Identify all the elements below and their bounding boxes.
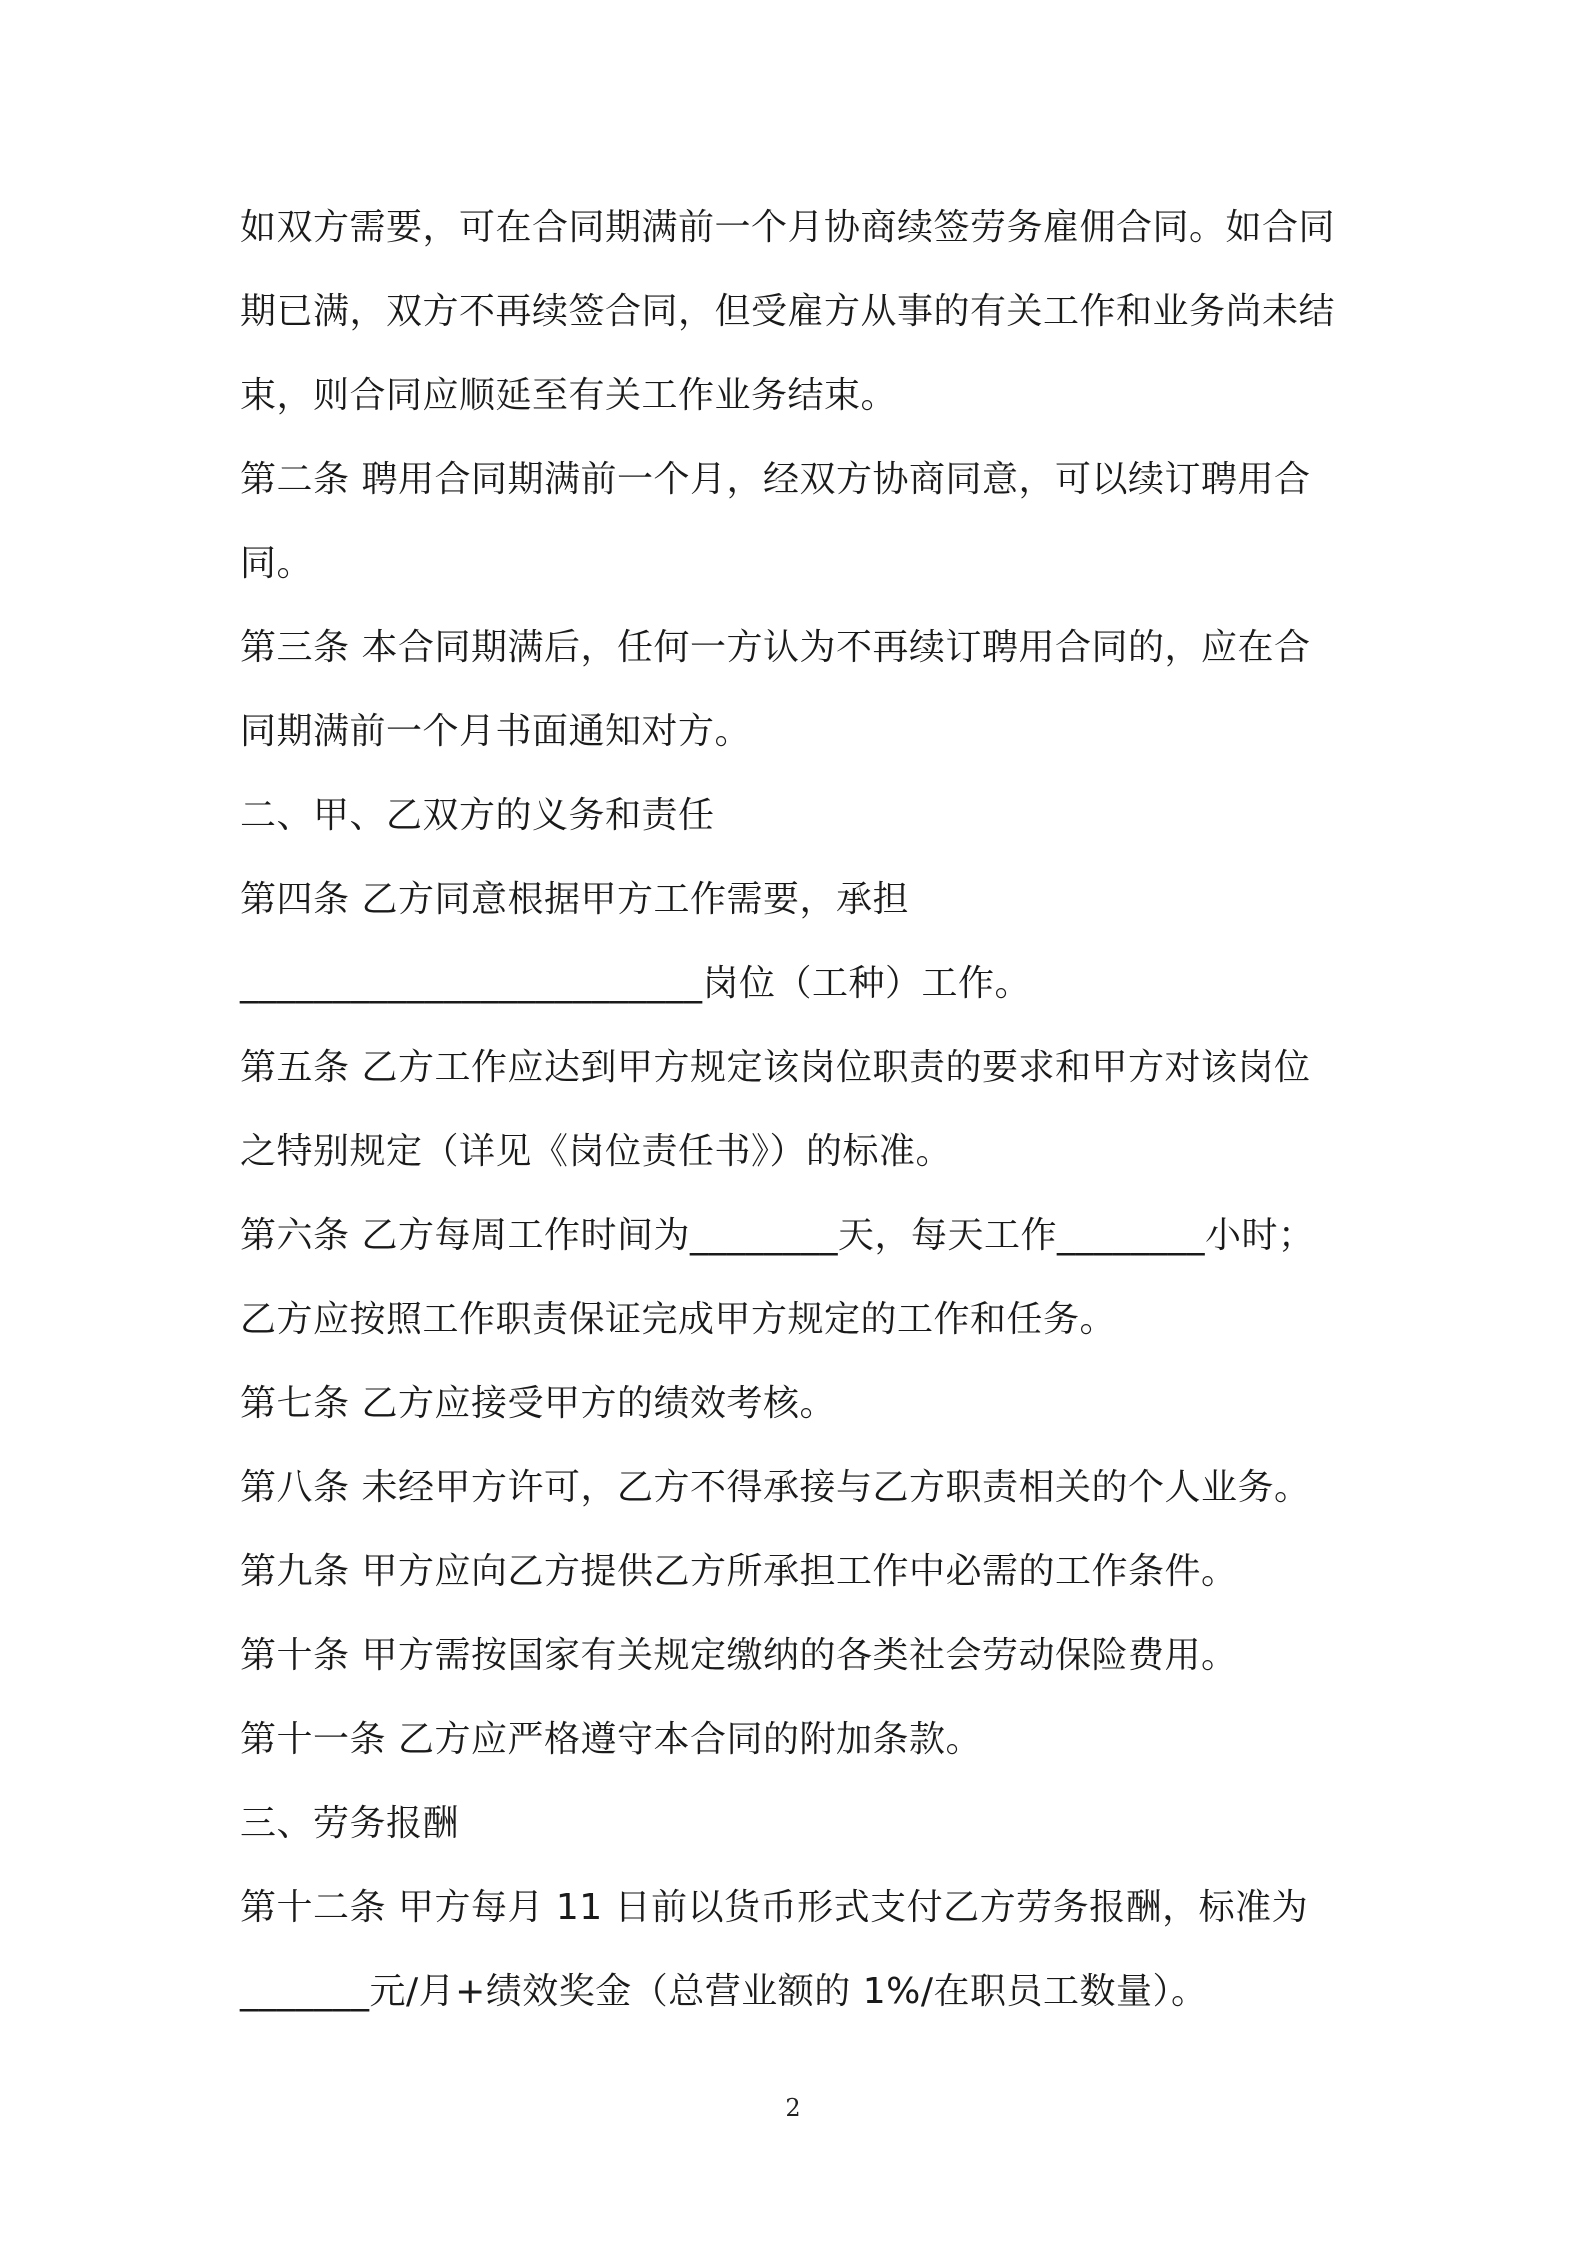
text-line: 乙方应按照工作职责保证完成甲方规定的工作和任务。 xyxy=(240,1299,1117,1340)
text-line: 期已满，双方不再续签合同，但受雇方从事的有关工作和业务尚未结 xyxy=(240,291,1336,332)
text-line: 第五条 乙方工作应达到甲方规定该岗位职责的要求和甲方对该岗位 xyxy=(240,1047,1311,1088)
section-heading: 二、甲、乙双方的义务和责任 xyxy=(240,795,715,836)
text-line: 之特别规定（详见《岗位责任书》）的标准。 xyxy=(240,1131,953,1172)
text-line: 第三条 本合同期满后，任何一方认为不再续订聘用合同的，应在合 xyxy=(240,627,1311,668)
text-line: 如双方需要，可在合同期满前一个月协商续签劳务雇佣合同。如合同 xyxy=(240,207,1336,248)
section-heading: 三、劳务报酬 xyxy=(240,1803,460,1844)
text-line: 第四条 乙方同意根据甲方工作需要，承担 xyxy=(240,879,909,920)
text-line: 同期满前一个月书面通知对方。 xyxy=(240,711,752,752)
text-line: 同。 xyxy=(240,543,314,584)
text-line: 第十条 甲方需按国家有关规定缴纳的各类社会劳动保险费用。 xyxy=(240,1635,1238,1676)
text-line: _______元/月+绩效奖金（总营业额的 1%/在职员工数量）。 xyxy=(240,1971,1208,2012)
text-line: 第二条 聘用合同期满前一个月，经双方协商同意，可以续订聘用合 xyxy=(240,459,1311,500)
text-line: 第七条 乙方应接受甲方的绩效考核。 xyxy=(240,1383,836,1424)
text-line: 第六条 乙方每周工作时间为________天，每天工作________小时； xyxy=(240,1215,1315,1256)
text-line: _________________________岗位（工种）工作。 xyxy=(240,963,1032,1004)
text-line: 第九条 甲方应向乙方提供乙方所承担工作中必需的工作条件。 xyxy=(240,1551,1238,1592)
page-number: 2 xyxy=(785,2094,801,2122)
text-line: 束，则合同应顺延至有关工作业务结束。 xyxy=(240,375,898,416)
text-line: 第八条 未经甲方许可，乙方不得承接与乙方职责相关的个人业务。 xyxy=(240,1467,1311,1508)
text-line: 第十一条 乙方应严格遵守本合同的附加条款。 xyxy=(240,1719,982,1760)
text-line: 第十二条 甲方每月 11 日前以货币形式支付乙方劳务报酬，标准为 xyxy=(240,1887,1309,1928)
